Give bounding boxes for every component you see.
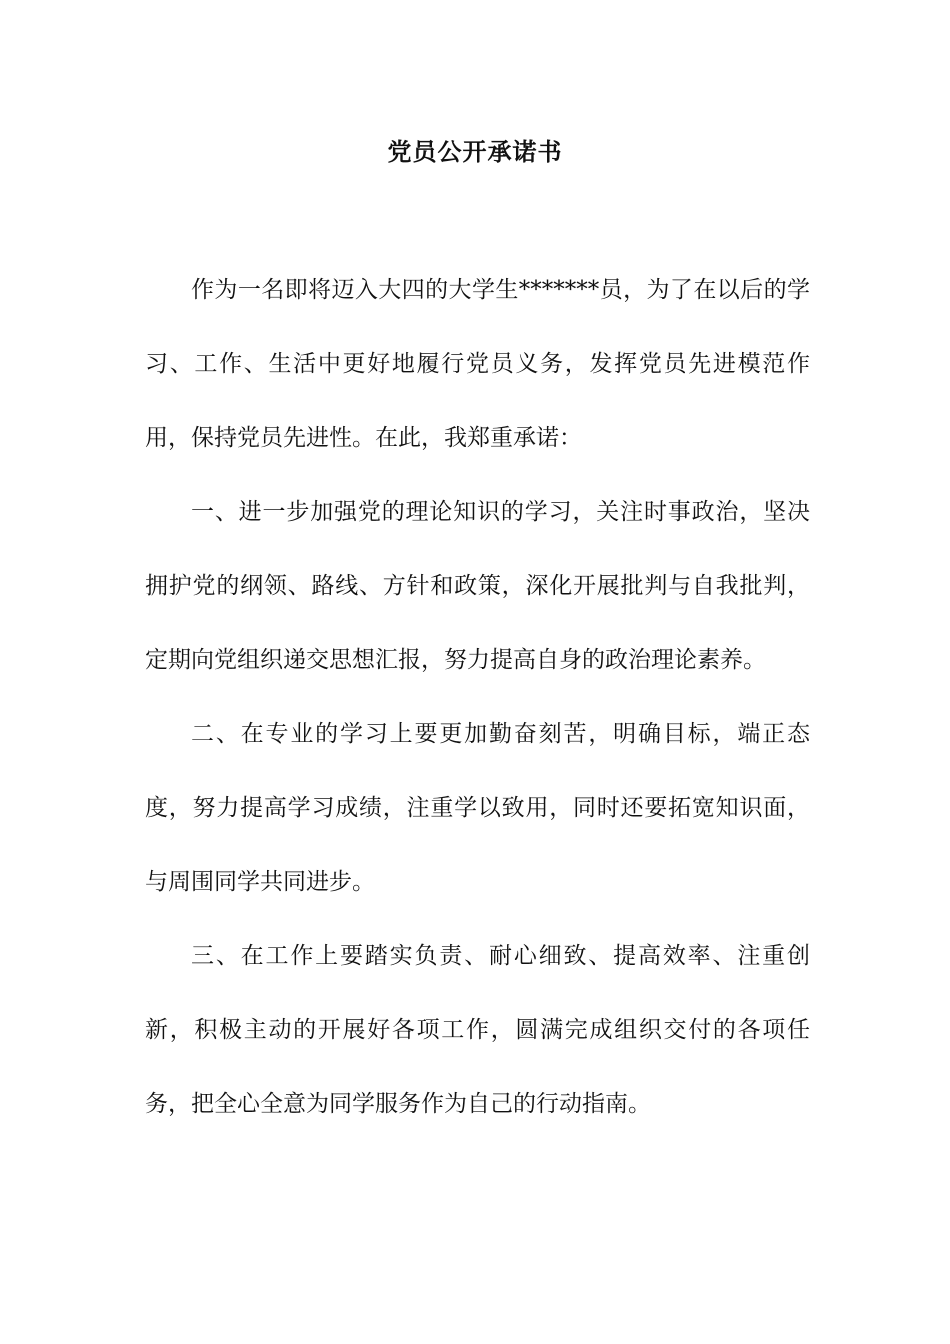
- document-title: 党员公开承诺书: [387, 137, 563, 166]
- paragraph-commitment-3: 三、在工作上要踏实负责、耐心细致、提高效率、注重创新，积极主动的开展好各项工作，圆满完成组织交付的各项任务，把全心全意为同学服务作为自己的行动指南。: [145, 943, 810, 1117]
- paragraph-commitment-1: 一、进一步加强党的理论知识的学习，关注时事政治，坚决拥护党的纲领、路线、方针和政策，深化开展批判与自我批判，定期向党组织递交思想汇报，努力提高自身的政治理论素养。: [145, 499, 810, 673]
- document-body: [145, 253, 810, 1141]
- paragraph-intro: 作为一名即将迈入大四的大学生*******员，为了在以后的学习、工作、生活中更好地履行党员义务，发挥党员先进模范作用，保持党员先进性。在此，我郑重承诺：: [145, 277, 810, 451]
- paragraph-commitment-2: 二、在专业的学习上要更加勤奋刻苦，明确目标，端正态度，努力提高学习成绩，注重学以致用，同时还要拓宽知识面，与周围同学共同进步。: [145, 721, 810, 895]
